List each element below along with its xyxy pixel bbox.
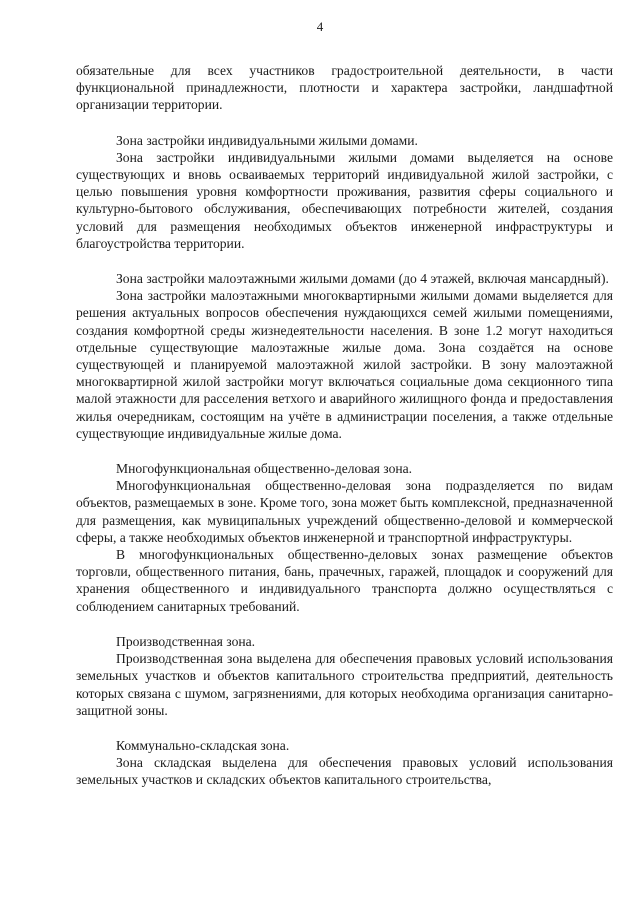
paragraph-warehouse-zone: Зона складская выделена для обеспечения правовых условий использования земельных участков и складских объектов капитального строительства,: [76, 755, 613, 788]
heading-low-rise-zone: Зона застройки малоэтажными жилыми домами (до 4 этажей, включая мансардный).: [116, 271, 609, 287]
heading-warehouse-zone: Коммунально-складская зона.: [116, 737, 290, 753]
page-number: 4: [316, 19, 324, 34]
paragraph-business-zone-1: Многофункциональная общественно-деловая зона подразделяется по видам объектов, размещаемых в зоне. Кроме того, зона может быть комплексной, предназначенной для размещения, как мувиципальных учреждений общественно-деловой и коммерческой сферы, а также необходимых объектов инженерной и транспортной инфраструктуры.: [76, 478, 613, 545]
paragraph-low-rise-zone: Зона застройки малоэтажными многоквартирными жилыми домами выделяется для решения актуальных вопросов обеспечения нуждающихся семей жилыми помещениями, создания комфортной среды жизнедеятельности населения. В зоне 1.2 могут находиться отдельные существующие малоэтажные жилые дома. Зона создаётся на основе существующей и планируемой малоэтажной жилой застройки. В зону малоэтажной многоквартирной жилой застройки могут включаться социальные дома секционного типа малой этажности для расселения ветхого и аварийного жилищного фонда и предоставления жилья очередникам, состоящим на учёте в администрации поселения, а также отдельные существующие индивидуальные жилые дома.: [76, 288, 613, 441]
heading-business-zone: Многофункциональная общественно-деловая зона.: [116, 461, 413, 477]
paragraph-individual-housing-zone: Зона застройки индивидуальными жилыми домами выделяется на основе существующих и вновь осваиваемых территорий индивидуальной жилой застройки, с целью повышения уровня комфортности проживания, развития сферы социального и культурно-бытового обслуживания, обеспечивающих потребности жителей, создания условий для размещения необходимых объектов инженерной инфраструктуры и благоустройства территории.: [76, 149, 613, 251]
paragraph-intro-continuation: обязательные для всех участников градостроительной деятельности, в части функциональной принадлежности, плотности и характера застройки, ландшафтной организации территории.: [76, 63, 613, 113]
paragraph-industrial-zone: Производственная зона выделена для обеспечения правовых условий использования земельных участков и объектов капитального строительства предприятий, деятельность которых связана с шумом, загрязнениями, для которых необходима организация санитарно-защитной зоны.: [76, 651, 613, 718]
heading-individual-housing-zone: Зона застройки индивидуальными жилыми домами.: [116, 132, 418, 148]
body-text: [76, 62, 613, 789]
heading-industrial-zone: Производственная зона.: [116, 633, 256, 649]
paragraph-business-zone-2: В многофункциональных общественно-деловых зонах размещение объектов торговли, общественного питания, бань, прачечных, гаражей, площадок и сооружений для хранения общественного и индивидуального транспорта должно осуществляться с соблюдением санитарных требований.: [76, 547, 613, 614]
